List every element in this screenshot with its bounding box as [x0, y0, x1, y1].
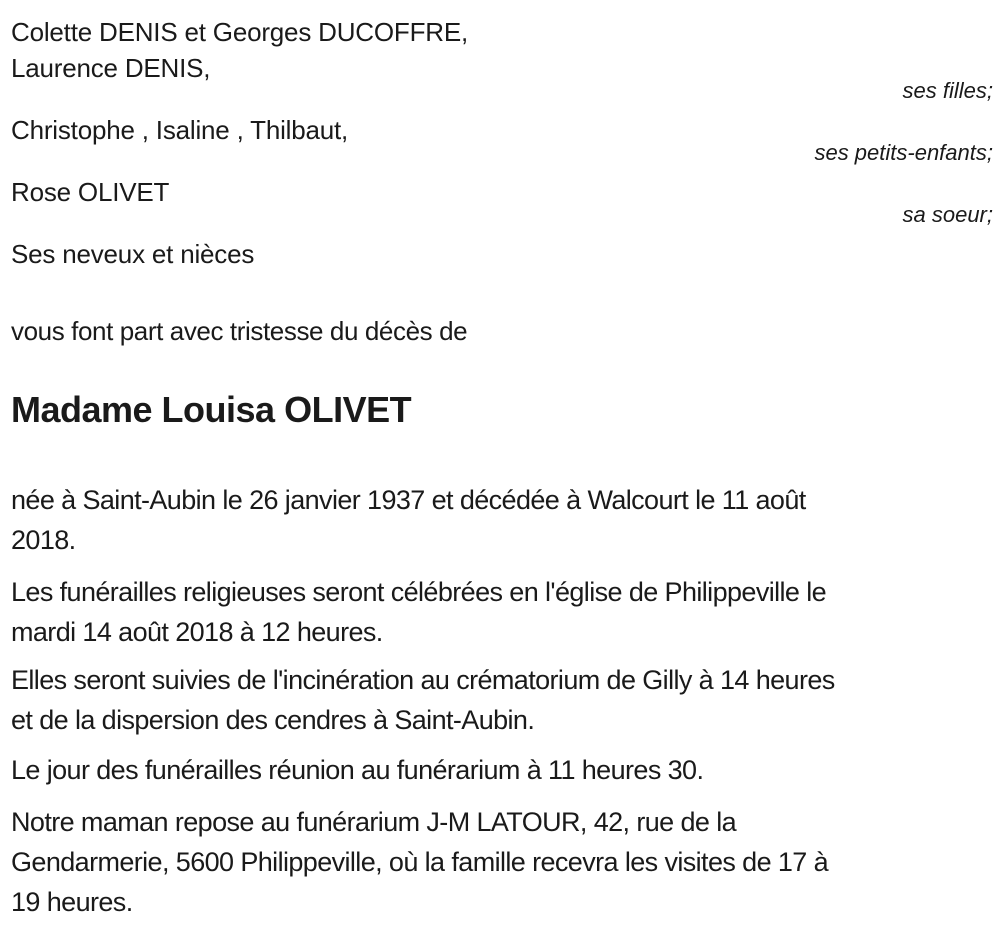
paragraph-line: et de la dispersion des cendres à Saint-Aubin. [11, 705, 535, 735]
family-names-line: Rose OLIVET [11, 177, 170, 207]
relation-label: ses petits-enfants; [814, 140, 993, 165]
notice-paragraph-funeral-service [11, 572, 993, 652]
notice-paragraph-funeral-home [11, 802, 993, 922]
announcement-text: vous font part avec tristesse du décès de [11, 316, 468, 346]
notice-paragraph-birth-death [11, 480, 993, 560]
family-group-nephews-nieces [11, 236, 993, 272]
family-group-grandchildren [11, 112, 993, 166]
family-names-line: Colette DENIS et Georges DUCOFFRE, [11, 17, 468, 47]
paragraph-line: Les funérailles religieuses seront célébrées en l'église de Philippeville le [11, 577, 827, 607]
paragraph-line: 19 heures. [11, 887, 133, 917]
family-names-line: Laurence DENIS, [11, 53, 211, 83]
relation-label: sa soeur; [902, 202, 993, 227]
family-names-line: Christophe , Isaline , Thilbaut, [11, 115, 349, 145]
paragraph-line: mardi 14 août 2018 à 12 heures. [11, 617, 383, 647]
notice-paragraph-cremation [11, 660, 993, 740]
paragraph-line: Le jour des funérailles réunion au funérarium à 11 heures 30. [11, 755, 704, 785]
paragraph-line: née à Saint-Aubin le 26 janvier 1937 et décédée à Walcourt le 11 août [11, 485, 806, 515]
family-group-daughters [11, 14, 993, 104]
paragraph-line: 2018. [11, 525, 76, 555]
paragraph-line: Elles seront suivies de l'incinération au crématorium de Gilly à 14 heures [11, 665, 835, 695]
paragraph-line: Gendarmerie, 5600 Philippeville, où la famille recevra les visites de 17 à [11, 847, 829, 877]
relation-label: ses filles; [902, 78, 993, 103]
family-group-sister [11, 174, 993, 228]
deceased-name-title: Madame Louisa OLIVET [11, 389, 412, 430]
paragraph-line: Notre maman repose au funérarium J-M LATOUR, 42, rue de la [11, 807, 737, 837]
notice-paragraph-gathering [11, 750, 993, 790]
family-names-line: Ses neveux et nièces [11, 239, 255, 269]
